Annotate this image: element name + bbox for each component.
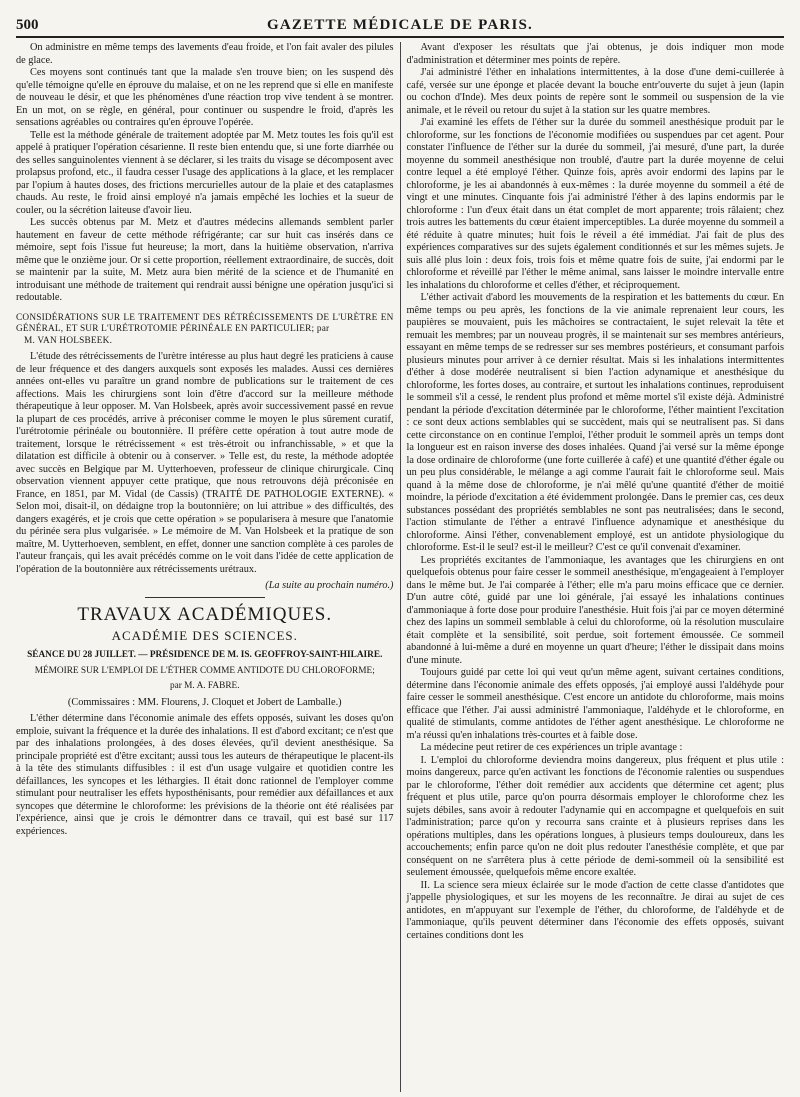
paragraph: I. L'emploi du chloroforme deviendra moins dangereux, plus fréquent et plus utile : moins dangereux, parce qu'en activant les fonctions de l'économie ralenties ou suspendues par le chloroforme, l'éther doit remédier aux accidents que détermine cet agent; plus fréquent et plus utile, parce qu'on pourra désormais employer le chloroforme chez les sujets débiles, sans avoir à redouter l'adynamie qui en accompagne et quelquefois en suit l'administration; parce qu'on y recourra sans crainte et à plusieurs reprises dans les opérations multiples, dans les opérations longues, à plusieurs temps douloureux, dans les accouchements; enfin parce qu'on ne doit plus redouter l'anesthésie complète, et que par conséquent on ne s'arrêtera plus à cette période de demi-sommeil où la sensibilité est seulement émoussée, quelquefois même encore exaltée.	[406, 754, 784, 878]
paragraph: La médecine peut retirer de ces expériences un triple avantage :	[420, 742, 683, 753]
paragraph: II. La science sera mieux éclairée sur le mode d'action de cette classe d'antidotes que j'appelle physiologiques, et sur les moyens de les reconnaître. Je dirai au sujet de ces antidotes, en m'appuyant sur l'exemple de l'éther, du chloroforme, de l'aldéhyde et de l'ammoniaque, qu'ils peuvent déterminer dans l'économie des effets opposés, suivant certaines conditions dont les	[406, 879, 784, 941]
academie-heading: ACADÉMIE DES SCIENCES.	[111, 628, 298, 643]
paragraph: Telle est la méthode générale de traitement adoptée par M. Metz toutes les fois qu'il est appelé à pratiquer l'opération césarienne. Il reste bien entendu que, si une forte diarrhée ou des selles sanguinolentes viennent à se déclarer, si les traits du visage se décomposent avec prolapsus profond, etc., il faudra cesser l'usage des applications à la glace, et les remplacer par l'opium à hautes doses, des frictions mercurielles autour de la plaie et des cataplasmes chauds. Au reste, le froid ainsi employé n'a jamais empêché les lochies et la sueur de couler, ou la sécrétion laiteuse d'avoir lieu.	[16, 129, 394, 216]
section-heading	[16, 313, 394, 348]
section-title: CONSIDÉRATIONS SUR LE TRAITEMENT DES RÉTRÉCISSEMENTS DE L'URÈTRE EN GÉNÉRAL, ET SUR L'URÉTROTOMIE PÉRINÉALE EN PARTICULIER; par	[16, 312, 394, 334]
paragraph: Les propriétés excitantes de l'ammoniaque, les avantages que les chirurgiens en ont quelquefois obtenus pour faire cesser le sommeil anesthésique, m'engageaient à l'employer dans le même but. Je l'ai comparée à l'éther; elle m'a paru moins efficace que ce dernier. D'un autre côté, guidé par une loi générale, j'ai essayé les inhalations continues d'ammoniaque à forte dose pour produire l'anesthésie. Huit fois j'ai par ce moyen déterminé chez des lapins un sommeil semblable à celui du chloroforme, où la résolution musculaire était complète et la sensibilité, soit perdue, soit fortement émoussée. Ce sommeil abandonné à lui-même a duré en moyenne un quart d'heure; l'éther le dissipait dans moins d'une minute.	[406, 554, 784, 666]
paragraph: L'éther activait d'abord les mouvements de la respiration et les battements du cœur. En même temps ou peu après, les fonctions de la vie animale reprenaient leur cours, les paupières se mouvaient, puis les mâchoires se contractaient, le sujet relevait la tête et remuait les membres; par un nouveau progrès, il se maintenait sur ses membres antérieurs, essayant en même temps de se redresser sur ses membres postérieurs, et consumant parfois plusieurs minutes pour arriver à ce dernier résultat. Mais si les inhalations intermittentes d'éther à dose modérée neutralisent si bien l'action adynamique et anesthésique du chloroforme, les fortes doses, au contraire, et surtout les inhalations continues, reproduisent le sommeil s'il a cessé, le rendent plus profond et même mortel s'il existe déjà. Administré pendant la période d'excitation déterminée par le chloroforme, l'éther maintient l'excitation : ce sont deux actions semblables qui se succèdent, mais qui se neutralisent pas. Si dans cette circonstance on en continue l'emploi, l'éther produit le sommeil après un temps dont la longueur est en raison inverse des doses inhalées. Quand j'ai versé sur la même éponge la dose ordinaire de chloroforme (une forte cuillerée à café) et une quantité d'éther égale ou un peu plus considérable, le mélange a agi comme l'aurait fait le chloroforme seul. Mais quand à la même dose de chloroforme, je n'ai mêlé qu'une quantité d'éther de moitié moindre, la période d'excitation a été évidemment prolongée. Dans le premier cas, ces deux substances possédant des propriétés semblables ne sont pas neutralisées; dans le second, l'action stimulante de l'éther a entravé l'influence adynamique et anesthésique du chloroforme. Ainsi l'éther, convenablement employé, est un antidote physiologique du chloroforme. Est-il le seul? est-il le meilleur? C'est ce qu'il convenait d'examiner.	[406, 292, 784, 553]
paragraph: J'ai examiné les effets de l'éther sur la durée du sommeil anesthésique produit par le chloroforme, sur les fonctions de l'économie modifiées ou suspendues par cet agent. Pour constater l'influence de l'éther sur la durée du sommeil, j'ai mesuré, d'une part, la durée moyenne du sommeil anesthésique non troublé, d'autre part la durée moyenne de celui contre lequel a été employé l'éther. Quinze fois, après avoir endormi des lapins par le chloroforme, je les ai abandonnés à eux-mêmes : la durée moyenne du sommeil a été de vingt et une minutes. Cinquante fois j'ai administré l'éther à des lapins endormis par le chloroforme : l'un d'eux était dans un état complet de mort apparente; trois râlaient; chez trois autres les battements du cœur étaient imperceptibles. La durée moyenne du sommeil a été réduite à quatre minutes; huit fois le réveil a été immédiat. J'ai fait de plus des expériences comparatives sur des sujets également conditionnés et sur les mêmes sujets. Je suis allé plus loin : deux fois, trois fois et même quatre fois de suite, j'ai endormi par le chloroforme et réveillé par l'éther le même animal, sans laisser le moindre intervalle entre les inhalations du chloroforme et celles d'éther, et réciproquement.	[406, 117, 784, 291]
paragraph: On administre en même temps des lavements d'eau froide, et l'on fait avaler des pilules de glace.	[16, 42, 394, 66]
journal-title: GAZETTE MÉDICALE DE PARIS.	[267, 17, 533, 33]
paragraph: J'ai administré l'éther en inhalations intermittentes, à la dose d'une demi-cuillerée à café, versée sur une éponge et placée devant la bouche entr'ouverte du sujet à jeun (lapin ou cochon d'Inde). Mes deux points de repère sont le sommeil ou suspension de la vie animale, et le réveil ou retour du sujet à la station sur les quatre membres.	[406, 67, 784, 116]
paragraph: Avant d'exposer les résultats que j'ai obtenus, je dois indiquer mon mode d'administration et déterminer mes points de repère.	[406, 42, 784, 66]
right-column	[401, 42, 785, 1092]
left-column	[16, 42, 400, 1092]
section-author: M. VAN HOLSBEEK.	[24, 335, 113, 346]
seance-line: SÉANCE DU 28 JUILLET. — PRÉSIDENCE DE M. IS. GEOFFROY-SAINT-HILAIRE.	[27, 650, 383, 660]
page-number: 500	[16, 17, 39, 33]
travaux-heading: TRAVAUX ACADÉMIQUES.	[77, 604, 333, 625]
memoire-title: MÉMOIRE SUR L'EMPLOI DE L'ÉTHER COMME ANTIDOTE DU CHLOROFORME;	[34, 665, 375, 676]
memoire-author: par M. A. FABRE.	[169, 681, 240, 691]
page-header	[16, 12, 784, 34]
paragraph: Toujours guidé par cette loi qui veut qu'un même agent, suivant certaines conditions, détermine dans l'économie animale des effets opposés, j'ai employé aussi l'aldéhyde pour faire cesser le sommeil anesthésique. C'est encore un antidote du chloroforme, mais moins efficace que l'éther. J'ai aussi administré l'ammoniaque, l'aldéhyde et le chloroforme, en qualité de stimulants, comme antidotes de l'éther agent anesthésique. Le chloroforme ne m'a réussi qu'en inhalations très-courtes et à faible dose.	[406, 667, 784, 741]
section-divider	[145, 597, 265, 598]
paragraph: Ces moyens sont continués tant que la malade s'en trouve bien; on les suspend dès qu'elle témoigne qu'elle en éprouve du malaise, et on ne les reprend que si elle en manifeste de nouveau le désir, et que les phénomènes d'une réaction trop vive tendent à se montrer. En un mot, on se règle, en général, pour continuer ou suspendre le froid, d'après les sensations agréables ou contraires qu'en éprouve l'opérée.	[16, 67, 394, 128]
header-rule	[16, 36, 784, 38]
columns	[16, 42, 784, 1092]
paragraph: Les succès obtenus par M. Metz et d'autres médecins allemands semblent parler hautement en faveur de cette méthode réfrigérante; car sur huit cas insérés dans ce mémoire, sept fois l'issue fut heureuse; la mort, dans la huitième observation, n'arriva même que le onzième jour. Or si cette proportion, réellement extraordinaire, de succès, doit se maintenir par la suite, M. Metz aura bien mérité de la science et de l'humanité en introduisant une méthode de traitement qui rendrait aussi bénigne une opération jusqu'ici si redoutable.	[16, 217, 394, 303]
commissaires-line: (Commissaires : MM. Flourens, J. Cloquet et Jobert de Lamballe.)	[67, 696, 342, 708]
paragraph: L'étude des rétrécissements de l'urètre intéresse au plus haut degré les praticiens à cause de leur fréquence et des dangers auxquels sont exposés les malades. Aussi ces dernières années ont-elles vu paraître un grand nombre de publications sur le traitement de ces affections. Mais les chirurgiens sont loin d'être d'accord sur la meilleure méthode thérapeutique à leur opposer. M. Van Holsbeek, après avoir successivement passé en revue la plupart de ces procédés, arrive à préconiser comme le moyen le plus sûrement curatif, l'urétrotomie périnéale ou boutonnière. Il préfère cette opération à tout autre mode de traitement, lorsque le rétrécissement « est très-étroit ou infranchissable, » et que la dilatation est difficile à obtenir ou à conserver. » Telle est, du reste, la méthode adoptée avec succès en Belgique par M. Uytterhoeven, professeur de clinique chirurgicale. Cinq observation viennent appuyer cette pratique, que nous retrouvons déjà préconisée en France, en 1851, par M. Vidal (de Cassis) (TRAITÉ DE PATHOLOGIE EXTERNE). « Selon moi, disait-il, on dédaigne trop la boutonnière; on lui attribue » des difficultés, des dangers exagérés, et je crois que cette opération » se popularisera à mesure que l'anatomie du périnée sera plus vulgarisée. » Le mémoire de M. Van Holsbeek et la pratique de son maître, M. Uytterhoeven, semblent, en effet, donner une sanction complète à ces paroles de l'auteur français, qui les avait précédés comme on le voit dans l'idée de cette application de l'opération de la boutonnière aux rétrécissements urétraux.	[16, 351, 394, 575]
continuation-note: (La suite au prochain numéro.)	[265, 580, 394, 591]
paragraph: L'éther détermine dans l'économie animale des effets opposés, suivant les doses qu'on emploie, suivant la fréquence et la durée des inhalations. Il est d'abord excitant; ce n'est que par des inhalations prolongées, à des doses élevées, qu'il devient anesthésique. Sa principale propriété est d'être excitant; aussi tous les auteurs de thérapeutique le placent-ils à la tête des stimulants diffusibles : il est d'un usage vulgaire et quotidien contre les défaillances, les syncopes et les léthargies. Il était donc rationnel de l'employer comme stimulant pour neutraliser les effets hyposthénisants, pour remédier aux défaillances et aux syncopes que détermine le chloroforme: les prévisions de la théorie ont été réalisées par l'expérience, ainsi que je crois le démontrer dans ce travail, qui est basé sur 117 expériences.	[16, 713, 394, 837]
